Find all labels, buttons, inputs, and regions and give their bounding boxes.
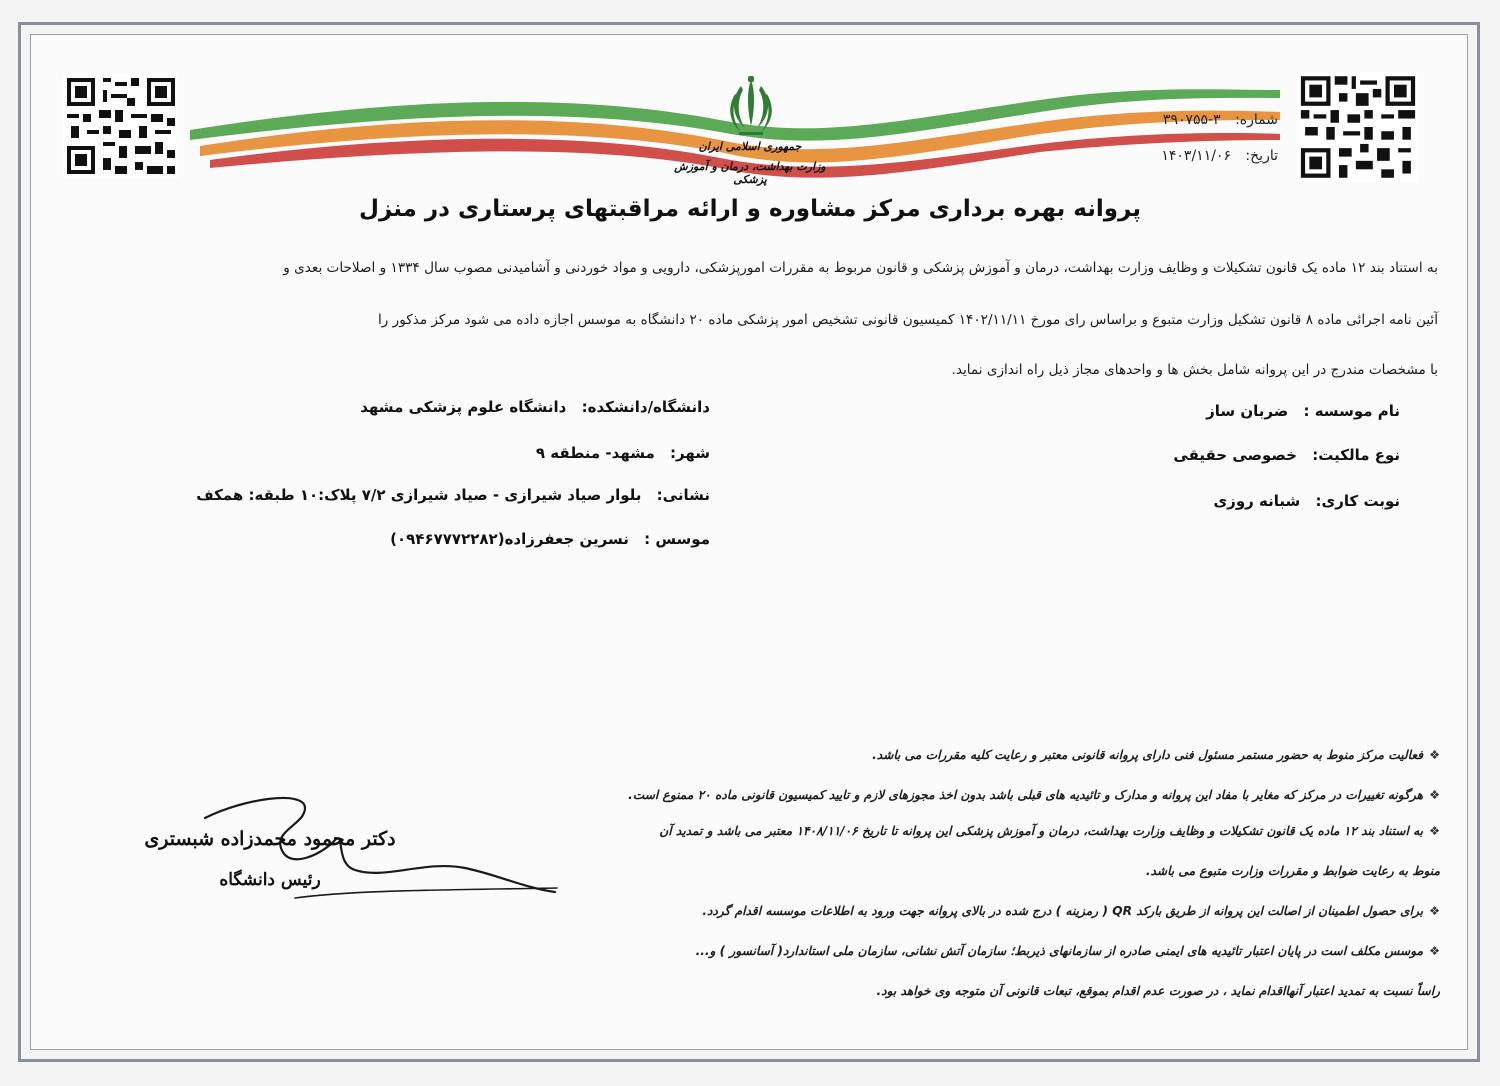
institute-label: نام موسسه : xyxy=(1303,402,1400,420)
number-label: شماره: xyxy=(1235,112,1278,128)
bullet-icon: ❖ xyxy=(1429,748,1440,762)
note-item xyxy=(628,788,1440,802)
note-continuation: راساً نسبت به تمدید اعتبار آنهااقدام نماید ، در صورت عدم اقدام بموقع، تبعات قانونی آن متوجه وی خواهد بود. xyxy=(876,984,1440,998)
note-text: فعالیت مرکز منوط به حضور مستمر مسئول فنی دارای پروانه قانونی معتبر و رعایت کلیه مقررات می باشد. xyxy=(872,748,1424,762)
ownership-field xyxy=(1173,446,1400,464)
shift-value: شبانه روزی xyxy=(1213,492,1301,510)
shift-field xyxy=(1213,492,1400,510)
bullet-icon: ❖ xyxy=(1429,944,1440,958)
city-field xyxy=(536,444,710,462)
note-text: برای حصول اطمینان از اصالت این پروانه از طریق بارکد QR ( رمزینه ) درج شده در بالای پروانه جهت ورود به اطلاعات موسسه اقدام گردد. xyxy=(702,904,1424,918)
university-field xyxy=(360,398,710,416)
note-item xyxy=(872,748,1440,762)
institute-field xyxy=(1206,402,1400,420)
city-value: مشهد- منطقه ۹ xyxy=(535,444,655,462)
bullet-icon: ❖ xyxy=(1429,904,1440,918)
note-text: به استناد بند ۱۲ ماده یک قانون تشکیلات و وظایف وزارت بهداشت، درمان و آموزش پزشکی این پروانه تا تاریخ ۱۴۰۸/۱۱/۰۶ معتبر می باشد و تمدید آن xyxy=(659,824,1424,838)
note-text: هرگونه تغییرات در مرکز که مغایر با مفاد این پروانه و مدارک و تائیدیه های قبلی باشد بدون اخذ مجوزهای لازم و تایید کمیسیون قانونی ماده ۲۰ ممنوع است. xyxy=(628,788,1424,802)
address-value: بلوار صیاد شیرازی - صیاد شیرازی ۷/۲ پلاک:۱۰ طبقه: همکف xyxy=(196,486,642,504)
ownership-label: نوع مالکیت: xyxy=(1312,446,1400,464)
document-date xyxy=(1130,148,1278,164)
emblem-caption-ministry: وزارت بهداشت، درمان و آموزش پزشکی xyxy=(674,160,826,186)
emblem-caption-republic: جمهوری اسلامی ایران xyxy=(698,140,802,153)
bullet-icon: ❖ xyxy=(1429,824,1440,838)
note-item xyxy=(696,944,1440,958)
iran-emblem-icon xyxy=(721,74,781,140)
note-item xyxy=(659,824,1440,838)
bullet-icon: ❖ xyxy=(1429,788,1440,802)
note-item xyxy=(702,904,1440,918)
ownership-value: خصوصی حقیقی xyxy=(1173,446,1297,464)
note-continuation: منوط به رعایت ضوابط و مقررات وزارت متبوع می باشد. xyxy=(1145,864,1440,878)
date-label: تاریخ: xyxy=(1245,148,1278,164)
university-value: دانشگاه علوم پزشکی مشهد xyxy=(360,398,567,416)
institute-value: ضربان ساز xyxy=(1206,402,1289,420)
handwritten-signature xyxy=(185,790,565,920)
qr-code-left xyxy=(63,74,179,178)
date-value: ۱۴۰۳/۱۱/۰۶ xyxy=(1161,148,1231,164)
qr-code-right xyxy=(1294,72,1422,182)
intro-line-2: آئین نامه اجرائی ماده ۸ قانون تشکیل وزارت متبوع و براساس رای مورخ ۱۴۰۲/۱۱/۱۱ کمیسیون قانونی تشخیص امور پزشکی ماده ۲۰ دانشگاه به موسس اجازه داده می شود مرکز مذکور را xyxy=(377,312,1438,328)
note-text: موسس مکلف است در پایان اعتبار تائیدیه های ایمنی صادره از سازمانهای ذیربط؛ سازمان آتش نشانی، سازمان ملی استاندارد( آسانسور ) و... xyxy=(695,944,1424,958)
founder-field xyxy=(390,530,710,548)
city-label: شهر: xyxy=(670,444,710,462)
university-label: دانشگاه/دانشکده: xyxy=(581,398,710,416)
founder-value: نسرین جعفرزاده(۰۹۴۶۷۷۷۲۲۸۲) xyxy=(390,530,629,548)
number-value: ۳-۳۹۰۷۵۵ xyxy=(1162,112,1221,128)
address-field xyxy=(196,486,710,504)
signatory-name: دکتر محمود محمدزاده شبستری xyxy=(144,828,396,850)
signatory-role: رئیس دانشگاه xyxy=(219,870,321,890)
founder-label: موسس : xyxy=(644,530,710,548)
document-number xyxy=(1130,112,1278,128)
shift-label: نوبت کاری: xyxy=(1315,492,1400,510)
intro-line-1: به استناد بند ۱۲ ماده یک قانون تشکیلات و وظایف وزارت بهداشت، درمان و آموزش پزشکی و قانون مربوط به مقررات امورپزشکی، دارویی و مواد خوردنی و آشامیدنی مصوب سال ۱۳۳۴ و اصلاحات بعدی و xyxy=(283,260,1438,276)
document-title: پروانه بهره برداری مرکز مشاوره و ارائه مراقبتهای پرستاری در منزل xyxy=(359,196,1141,222)
intro-line-3: با مشخصات مندرج در این پروانه شامل بخش ها و واحدهای مجاز ذیل راه اندازی نماید. xyxy=(951,362,1438,378)
address-label: نشانی: xyxy=(656,486,710,504)
